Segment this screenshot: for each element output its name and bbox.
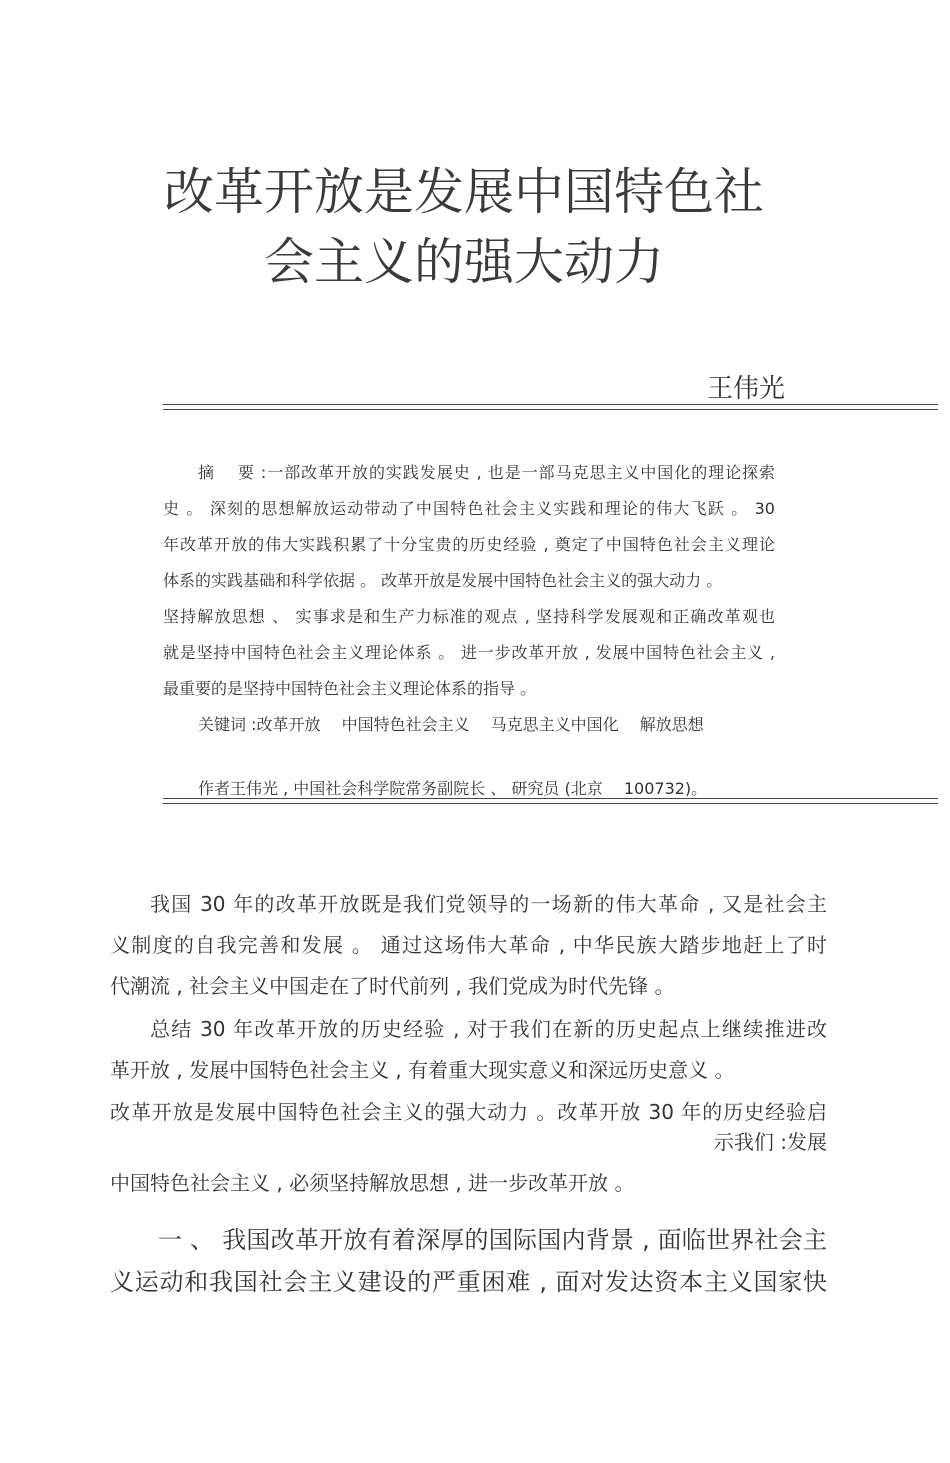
abstract-line: 摘 要 :一部改革开放的实践发展史 , 也是一部马克思主义中国化的理论探索 — [198, 463, 775, 481]
body-line: 革开放 , 发展中国特色社会主义 , 有着重大现实意义和深远历史意义 。 — [110, 1058, 735, 1082]
abstract-line: 年改革开放的伟大实践积累了十分宝贵的历史经验 , 奠定了中国特色社会主义理论 — [163, 535, 775, 553]
title-line-2: 会主义的强大动力 — [264, 233, 664, 291]
body-line: 义制度的自我完善和发展 。 通过这场伟大革命 , 中华民族大踏步地赶上了时 — [110, 933, 827, 955]
body-line: 改革开放是发展中国特色社会主义的强大动力 。改革开放 30 年的历史经验启 — [110, 1100, 827, 1122]
body-line: 总结 30 年改革开放的历史经验 , 对于我们在新的历史起点上继续推进改 — [150, 1017, 827, 1039]
title-line-1: 改革开放是发展中国特色社 — [164, 163, 764, 221]
abstract-line: 史 。 深刻的思想解放运动带动了中国特色社会主义实践和理论的伟大飞跃 。 30 — [163, 499, 775, 517]
double-rule-bottom — [163, 798, 938, 804]
abstract-line: 就是坚持中国特色社会主义理论体系 。 进一步改革开放 , 发展中国特色社会主义 , — [163, 643, 775, 661]
author-note: 作者王伟光 , 中国社会科学院常务副院长 、 研究员 (北京 100732)。 — [198, 779, 708, 798]
body-line: 中国特色社会主义 , 必须坚持解放思想 , 进一步改革开放 。 — [110, 1171, 635, 1195]
abstract-line: 坚持解放思想 、 实事求是和生产力标准的观点 , 坚持科学发展观和正确改革观也 — [163, 607, 775, 625]
body-line: 示我们 :发展 — [713, 1130, 827, 1154]
body-line: 我国 30 年的改革开放既是我们党领导的一场新的伟大革命 , 又是社会主 — [150, 892, 827, 914]
abstract-line: 体系的实践基础和科学依据 。 改革开放是发展中国特色社会主义的强大动力 。 — [163, 571, 723, 590]
keywords: 关键词 :改革开放 中国特色社会主义 马克思主义中国化 解放思想 — [198, 715, 704, 734]
body-line: 代潮流 , 社会主义中国走在了时代前列 , 我们党成为时代先锋 。 — [110, 974, 675, 998]
abstract-line: 最重要的是坚持中国特色社会主义理论体系的指导 。 — [163, 679, 537, 698]
author-name: 王伟光 — [706, 374, 785, 404]
section-heading-line: 义运动和我国社会主义建设的严重困难 , 面对发达资本主义国家快 — [110, 1268, 827, 1294]
double-rule-top — [163, 404, 938, 410]
section-heading-line: 一 、 我国改革开放有着深厚的国际国内背景 , 面临世界社会主 — [158, 1226, 827, 1252]
